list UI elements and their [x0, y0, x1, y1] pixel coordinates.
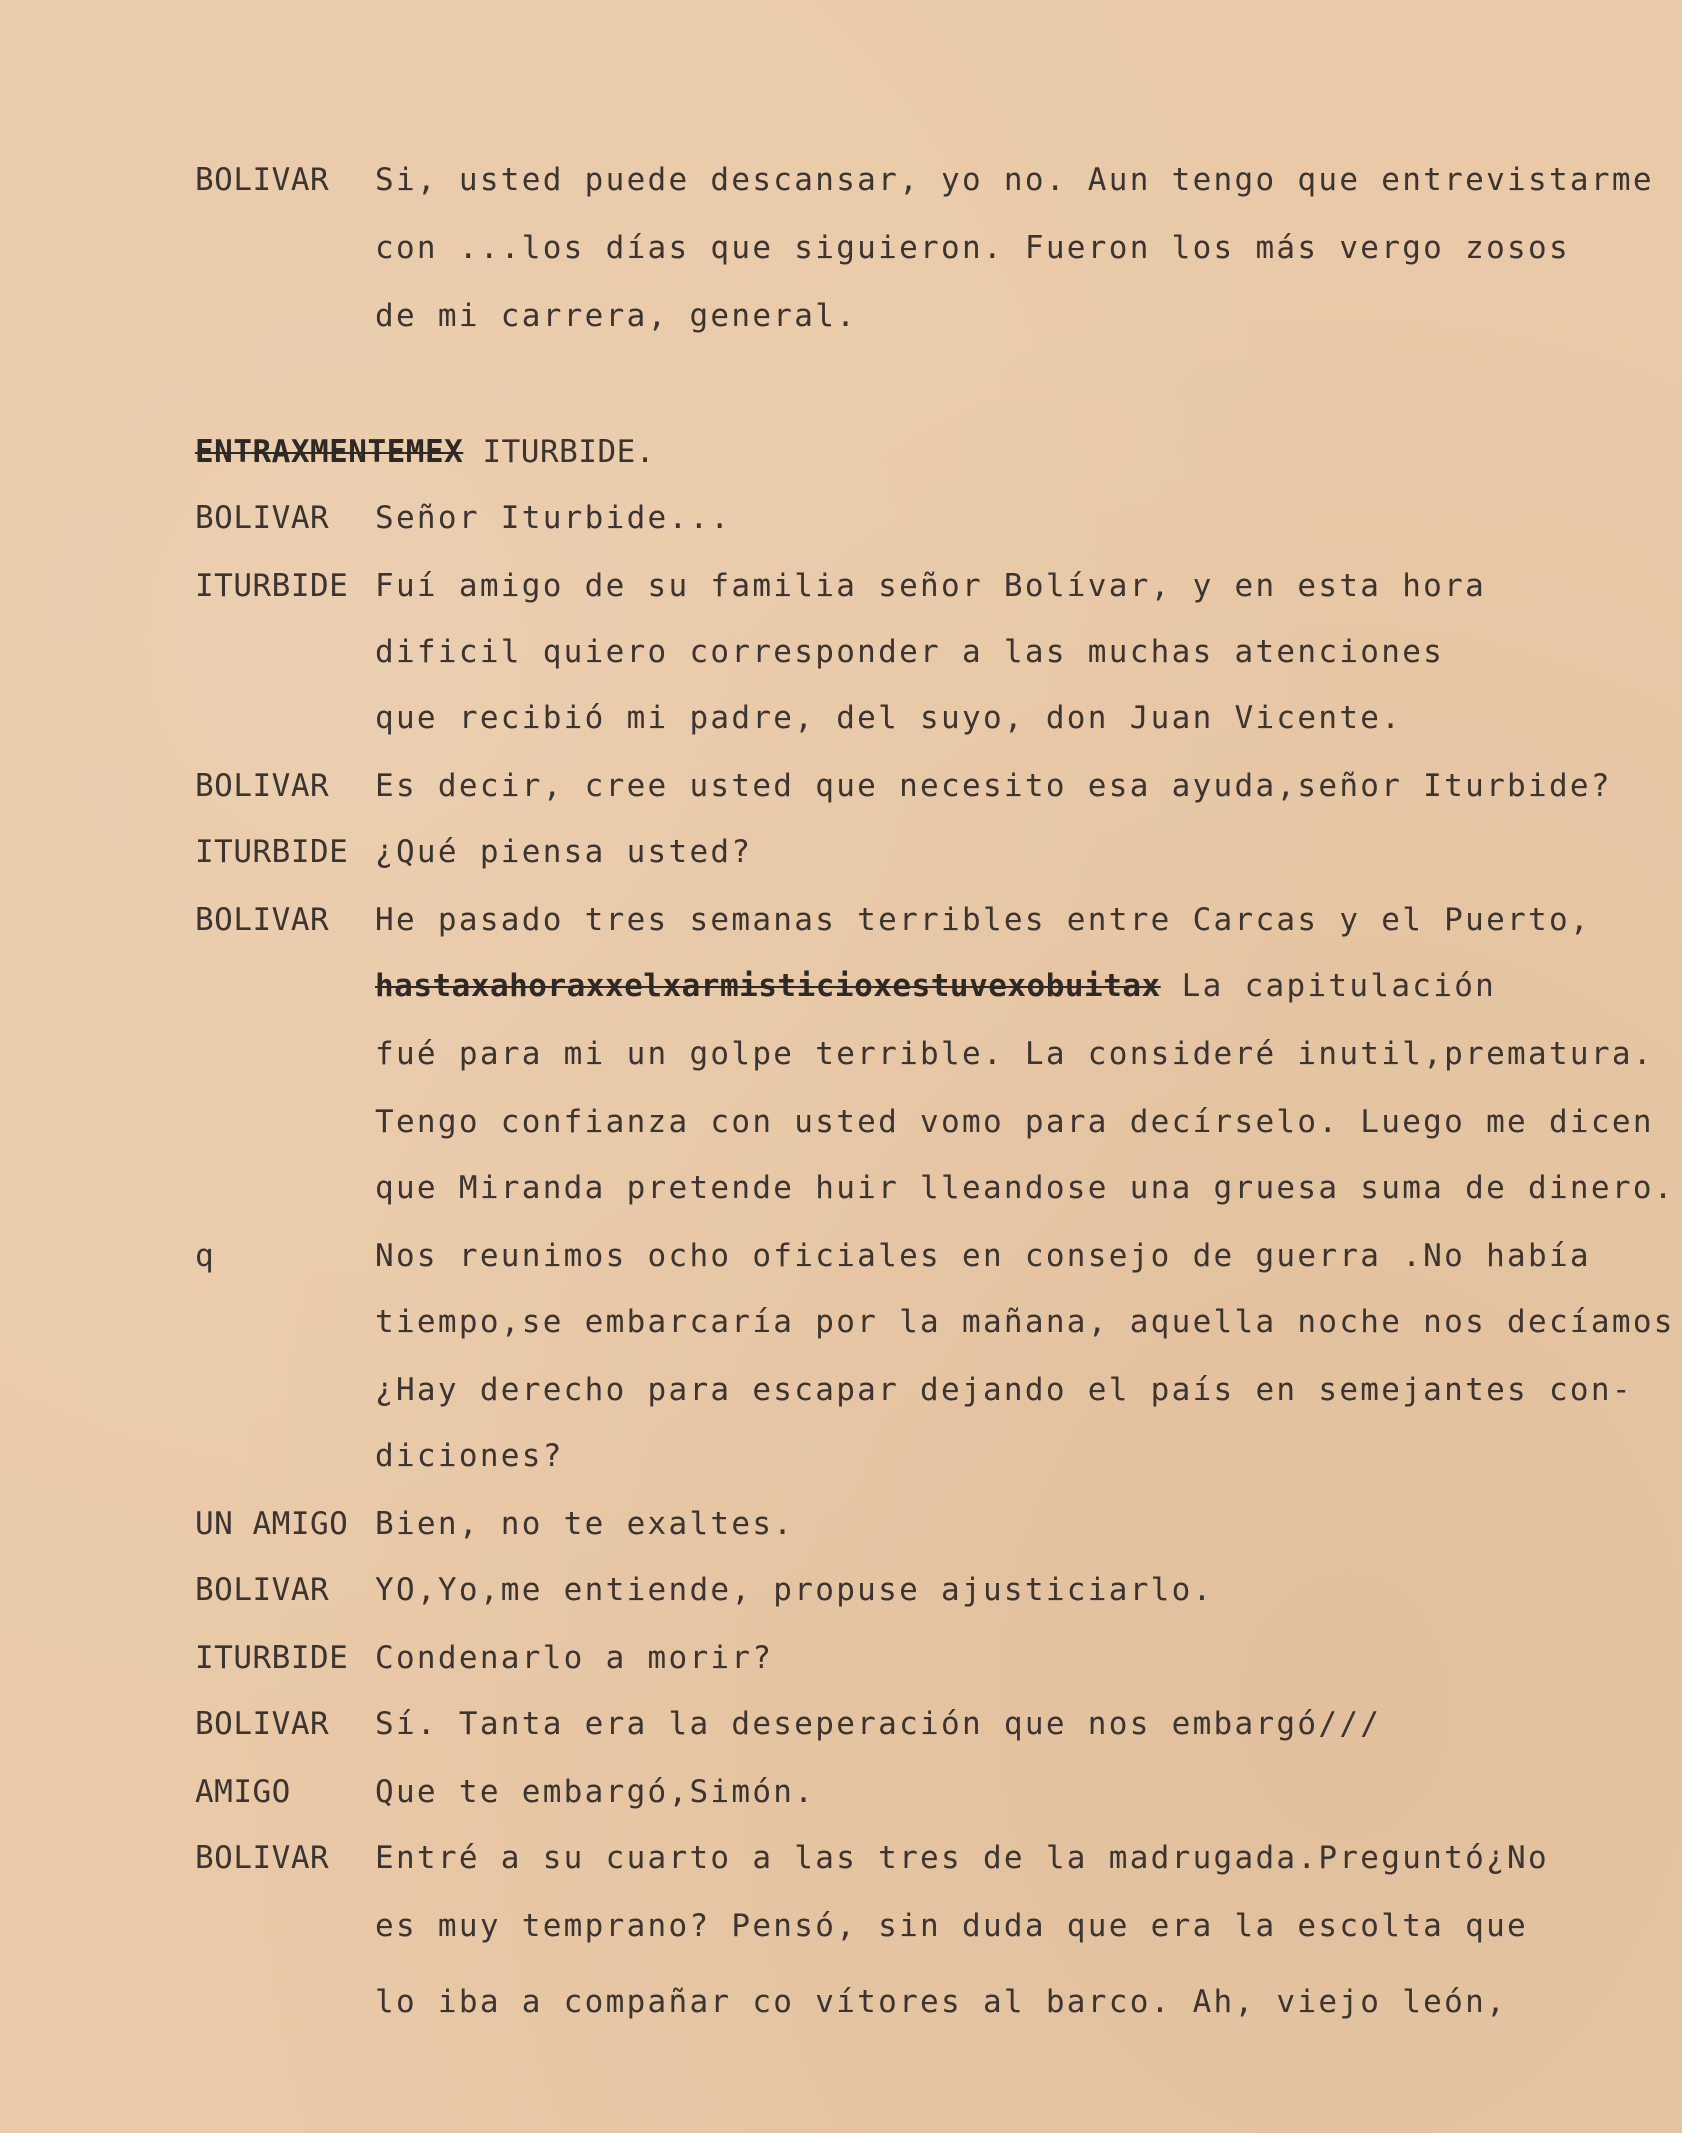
dialogue-text: Fuí amigo de su familia señor Bolívar, y en esta hora — [375, 568, 1487, 604]
dialogue-text: que Miranda pretende huir lleandose una gruesa suma de dinero. — [375, 1170, 1675, 1206]
speaker-name: BOLIVAR — [195, 902, 330, 938]
dialogue-text: tiempo,se embarcaría por la mañana, aquella noche nos decíamos — [375, 1304, 1675, 1340]
dialogue-text: diciones? — [375, 1438, 564, 1474]
dialogue-text: de mi carrera, general. — [375, 298, 858, 334]
speaker-name: BOLIVAR — [195, 1840, 330, 1876]
dialogue-text: Tengo confianza con usted vomo para decírselo. Luego me dicen — [375, 1104, 1654, 1140]
dialogue-text: ¿Qué piensa usted? — [375, 834, 753, 870]
dialogue-text: Sí. Tanta era la deseperación que nos embargó/// — [375, 1706, 1382, 1742]
speaker-name: ITURBIDE — [195, 834, 349, 870]
dialogue-text: es muy temprano? Pensó, sin duda que era la escolta que — [375, 1908, 1528, 1944]
speaker-name: ITURBIDE — [195, 1640, 349, 1676]
struck-text: hastaxahoraxxelxarmisticioxestuvexobuitax — [375, 968, 1161, 1004]
speaker-name: BOLIVAR — [195, 162, 330, 198]
struck-text: ENTRAXMENTEMEX — [195, 434, 464, 470]
dialogue-text: fué para mi un golpe terrible. La consideré inutil,prematura. — [375, 1036, 1654, 1072]
dialogue-text: Nos reunimos ocho oficiales en consejo de guerra .No había — [375, 1238, 1591, 1274]
dialogue-text: dificil quiero corresponder a las muchas atenciones — [375, 634, 1445, 670]
dialogue-text: Entré a su cuarto a las tres de la madrugada.Preguntó¿No — [375, 1840, 1549, 1876]
speaker-name: ITURBIDE — [195, 568, 349, 604]
speaker-name: BOLIVAR — [195, 1706, 330, 1742]
dialogue-text: Si, usted puede descansar, yo no. Aun tengo que entrevistarme — [375, 162, 1654, 198]
dialogue-text: Bien, no te exaltes. — [375, 1506, 795, 1542]
dialogue-text: Es decir, cree usted que necesito esa ayuda,señor Iturbide? — [375, 768, 1612, 804]
margin-marker: q — [195, 1238, 215, 1274]
stage-direction-text: ITURBIDE. — [463, 434, 655, 470]
dialogue-text: Señor Iturbide... — [375, 500, 732, 536]
dialogue-text: YO,Yo,me entiende, propuse ajusticiarlo. — [375, 1572, 1214, 1608]
speaker-name: UN AMIGO — [195, 1506, 349, 1542]
dialogue-text: He pasado tres semanas terribles entre Carcas y el Puerto, — [375, 902, 1591, 938]
speaker-name: AMIGO — [195, 1774, 291, 1810]
dialogue-text: con ...los días que siguieron. Fueron los más vergo zosos — [375, 230, 1570, 266]
dialogue-text: La capitulación — [1160, 968, 1497, 1004]
speaker-name: BOLIVAR — [195, 500, 330, 536]
dialogue-text: Que te embargó,Simón. — [375, 1774, 816, 1810]
dialogue-text: lo iba a compañar co vítores al barco. Ah, viejo león, — [375, 1984, 1508, 2020]
dialogue-text: Condenarlo a morir? — [375, 1640, 774, 1676]
dialogue-text: que recibió mi padre, del suyo, don Juan Vicente. — [375, 700, 1403, 736]
dialogue-text: ¿Hay derecho para escapar dejando el país en semejantes con- — [375, 1372, 1633, 1408]
speaker-name: BOLIVAR — [195, 768, 330, 804]
speaker-name: BOLIVAR — [195, 1572, 330, 1608]
